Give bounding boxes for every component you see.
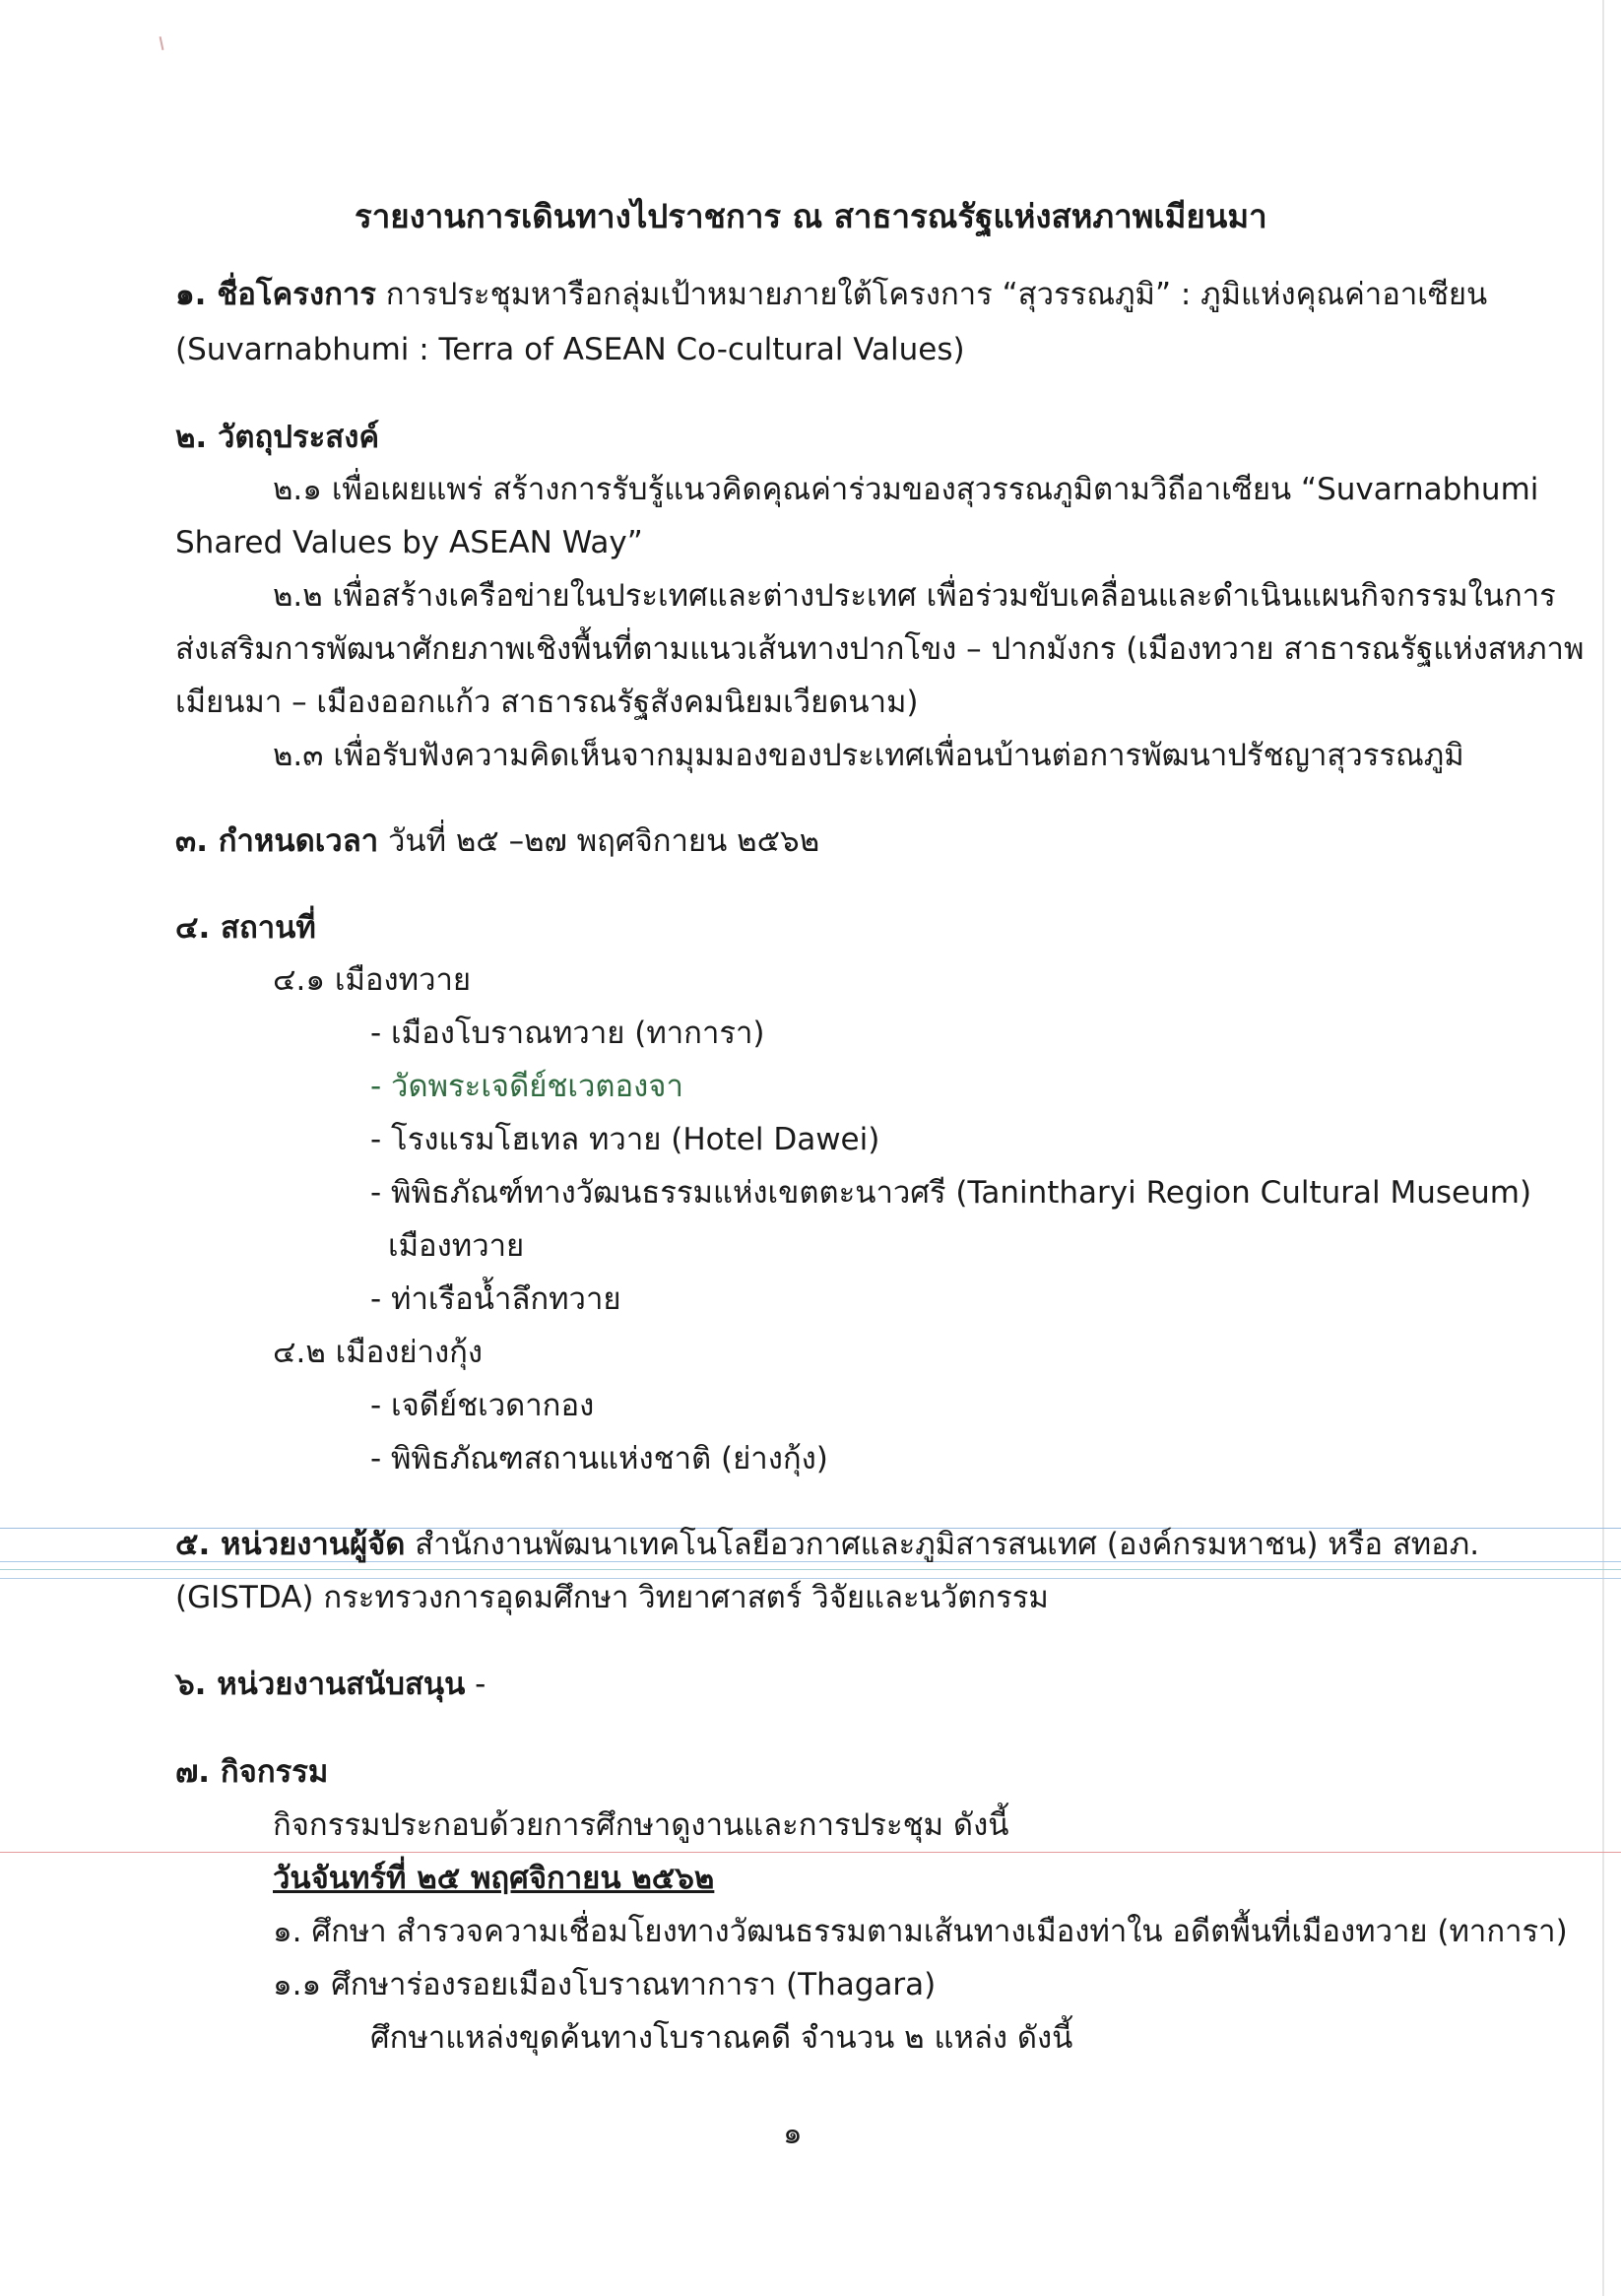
section-3-text: วันที่ ๒๕ –๒๗ พฤศจิกายน ๒๕๖๒ [387,823,820,859]
document-title: รายงานการเดินทางไปราชการ ณ สาธารณรัฐแห่งสหภาพเมียนมา [355,197,1267,235]
activity-1: ๑. ศึกษา สำรวจความเชื่อมโยงทางวัฒนธรรมตามเส้นทางเมืองท่าใน อดีตพื้นที่เมืองทวาย (ทาการา) [273,1914,1568,1949]
section-5-text-line-2: (GISTDA) กระทรวงการอุดมศึกษา วิทยาศาสตร์ วิจัยและนวัตกรรม [175,1580,1049,1615]
objective-2-2-line-1: ๒.๒ เพื่อสร้างเครือข่ายในประเทศและต่างประเทศ เพื่อร่วมขับเคลื่อนและดำเนินแผนกิจกรรมในการ [273,578,1556,614]
section-2-heading: ๒. วัตถุประสงค์ [175,420,380,455]
objective-2-2-line-2: ส่งเสริมการพัฒนาศักยภาพเชิงพื้นที่ตามแนวเส้นทางปากโขง – ปากมังกร (เมืองทวาย สาธารณรัฐแห่งสหภาพ [175,631,1585,667]
section-5-text: สำนักงานพัฒนาเทคโนโลยีอวกาศและภูมิสารสนเทศ (องค์กรมหาชน) หรือ สทอภ. [415,1527,1480,1562]
section-5 [175,1525,1479,1564]
section-1-text: การประชุมหารือกลุ่มเป้าหมายภายใต้โครงการ “สุวรรณภูมิ” : ภูมิแห่งคุณค่าอาเซียน [385,277,1488,312]
place-4-1-item: - วัดพระเจดีย์ชเวตองจา [370,1069,683,1104]
section-5-heading: ๕. หน่วยงานผู้จัด [175,1527,406,1562]
activities-intro: กิจกรรมประกอบด้วยการศึกษาดูงานและการประชุม ดังนี้ [273,1807,1009,1843]
section-4-heading: ๔. สถานที่ [175,910,316,946]
section-3 [175,821,819,861]
objective-2-3: ๒.๓ เพื่อรับฟังความคิดเห็นจากมุมมองของประเทศเพื่อนบ้านต่อการพัฒนาปรัชญาสุวรรณภูมิ [273,738,1464,773]
place-4-2-item: - เจดีย์ชเวดากอง [370,1388,595,1423]
activity-1-1: ๑.๑ ศึกษาร่องรอยเมืองโบราณทาการา (Thagara) [273,1967,937,2002]
objective-2-1-line-1: ๒.๑ เพื่อเผยแพร่ สร้างการรับรู้แนวคิดคุณค่าร่วมของสุวรรณภูมิตามวิถีอาเซียน “Suvarnabhumi [273,472,1539,507]
section-7-heading: ๗. กิจกรรม [175,1754,329,1790]
scan-mark [160,36,164,50]
place-4-1: ๔.๑ เมืองทวาย [273,962,472,998]
objective-2-1-line-2: Shared Values by ASEAN Way” [175,525,643,560]
place-4-1-item: - ท่าเรือน้ำลึกทวาย [370,1281,621,1317]
section-1 [175,275,1487,314]
section-1-heading: ๑. ชื่อโครงการ [175,277,376,312]
section-6-text: - [475,1667,486,1702]
objective-2-2-line-3: เมียนมา – เมืองออกแก้ว สาธารณรัฐสังคมนิยมเวียดนาม) [175,685,919,720]
scan-line-red [0,1852,1621,1853]
scan-line-teal [0,1569,1621,1570]
page-number: ๑ [783,2116,803,2151]
section-3-heading: ๓. กำหนดเวลา [175,823,379,859]
place-4-2-item: - พิพิธภัณฑสถานแห่งชาติ (ย่างกุ้ง) [370,1441,828,1476]
place-4-2: ๔.๒ เมืองย่างกุ้ง [273,1335,484,1370]
place-4-1-item-continuation: เมืองทวาย [388,1228,525,1264]
section-6-heading: ๖. หน่วยงานสนับสนุน [175,1667,466,1702]
section-1-text-line-2: (Suvarnabhumi : Terra of ASEAN Co-cultural Values) [175,332,965,367]
page-edge-shadow [1602,0,1604,2296]
place-4-1-item: - เมืองโบราณทวาย (ทาการา) [370,1016,765,1051]
place-4-1-item: - พิพิธภัณฑ์ทางวัฒนธรรมแห่งเขตตะนาวศรี (Tanintharyi Region Cultural Museum) [370,1175,1532,1211]
place-4-1-item: - โรงแรมโฮเทล ทวาย (Hotel Dawei) [370,1122,880,1157]
section-6 [175,1665,486,1704]
activity-day-heading: วันจันทร์ที่ ๒๕ พฤศจิกายน ๒๕๖๒ [273,1861,715,1896]
activity-1-1-text: ศึกษาแหล่งขุดค้นทางโบราณคดี จำนวน ๒ แหล่ง ดังนี้ [370,2020,1073,2056]
